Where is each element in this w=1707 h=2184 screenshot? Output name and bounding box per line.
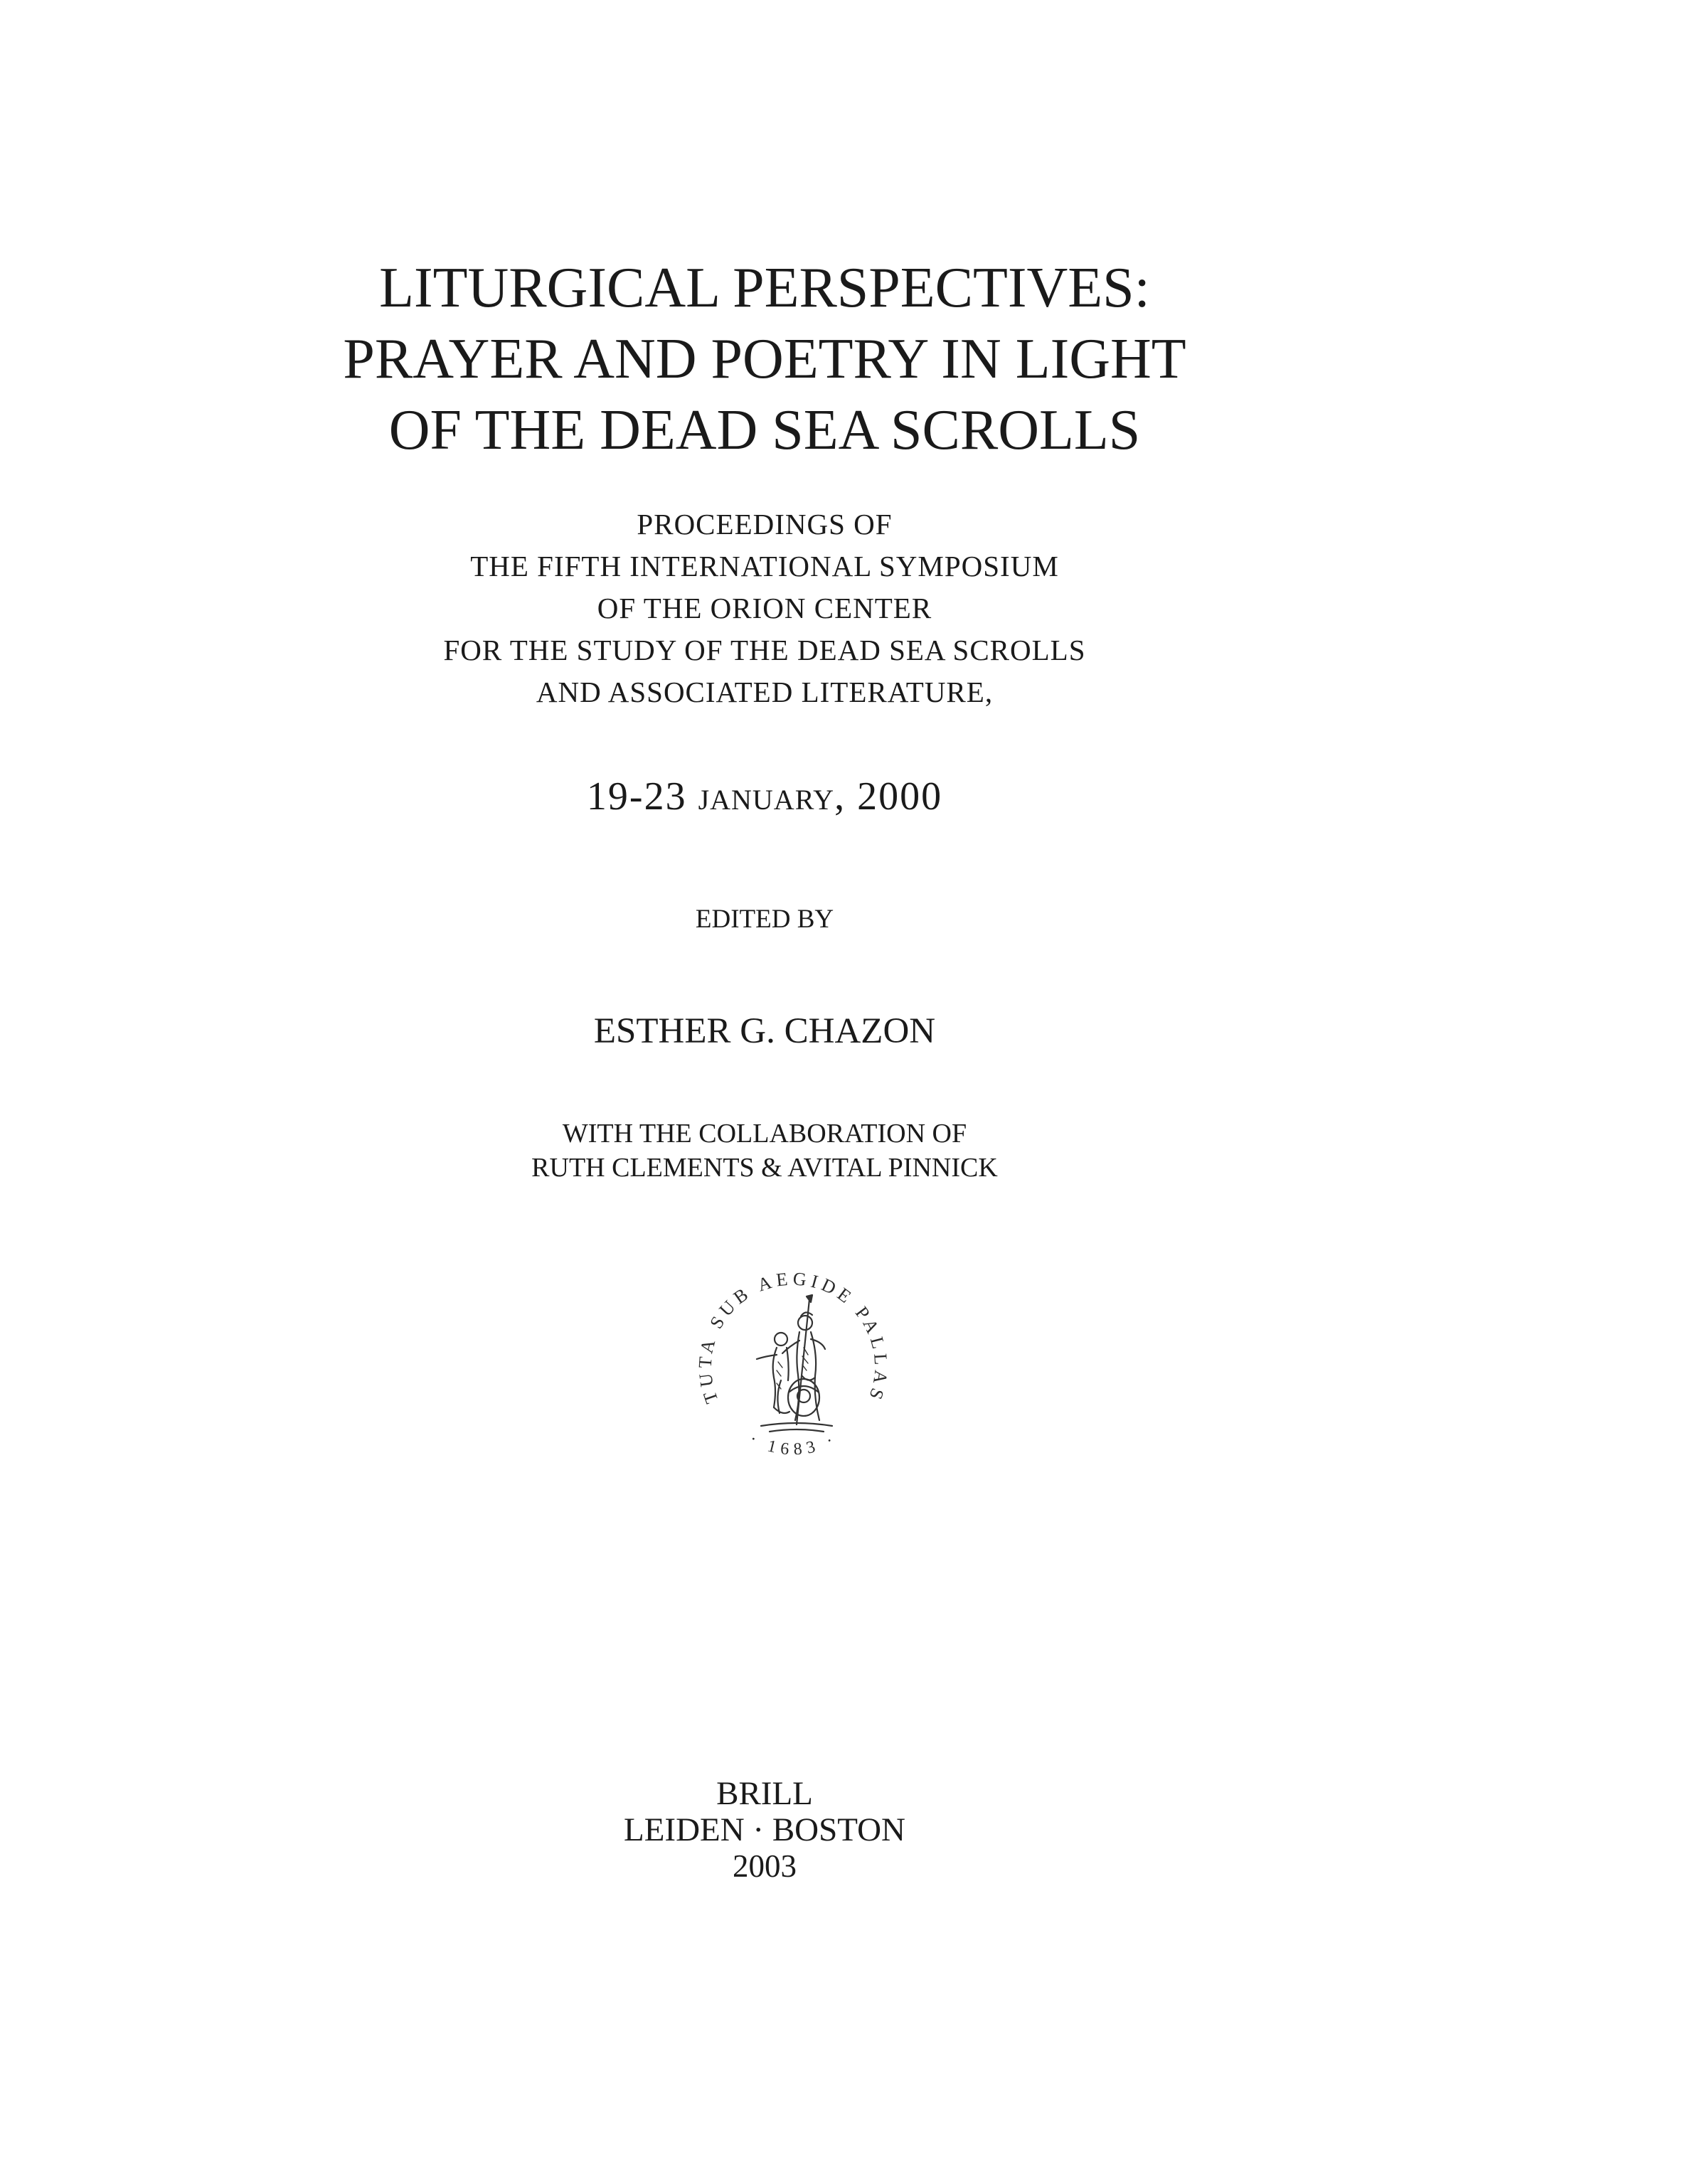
title-line-3: OF THE DEAD SEA SCROLLS (388, 399, 1141, 462)
seal-figures (757, 1295, 832, 1432)
proceedings-line-5: AND ASSOCIATED LITERATURE, (536, 676, 994, 708)
title-line-2: PRAYER AND POETRY IN LIGHT (343, 328, 1186, 390)
dates-range: 19-23 (586, 774, 687, 819)
proceedings-line-4: FOR THE STUDY OF THE DEAD SEA SCROLLS (443, 634, 1086, 666)
proceedings-line-3: OF THE ORION CENTER (597, 592, 932, 624)
dates-year: , 2000 (834, 774, 943, 819)
editor-name: ESTHER G. CHAZON (593, 1011, 936, 1051)
publisher-imprint (0, 1776, 1529, 1885)
symposium-dates (0, 768, 1529, 829)
proceedings-subtitle (0, 504, 1529, 713)
proceedings-line-2: THE FIFTH INTERNATIONAL SYMPOSIUM (470, 550, 1059, 582)
seal-year: · 1683 · (746, 1429, 840, 1459)
edited-by-label: EDITED BY (695, 905, 834, 934)
proceedings-line-1: PROCEEDINGS OF (637, 508, 893, 540)
publisher-seal-icon (683, 1255, 903, 1476)
collaboration-line-2: RUTH CLEMENTS & AVITAL PINNICK (531, 1153, 998, 1183)
publication-year: 2003 (733, 1848, 797, 1884)
book-title (0, 252, 1529, 466)
publisher-name: BRILL (716, 1775, 813, 1812)
collaboration-credit (0, 1117, 1529, 1185)
title-line-1: LITURGICAL PERSPECTIVES: (379, 257, 1150, 319)
publisher-place: LEIDEN · BOSTON (624, 1811, 905, 1848)
seal-motto: TUTA SUB AEGIDE PALLAS (694, 1268, 892, 1407)
collaboration-line-1: WITH THE COLLABORATION OF (562, 1119, 967, 1149)
dates-month: JANUARY (698, 784, 835, 816)
